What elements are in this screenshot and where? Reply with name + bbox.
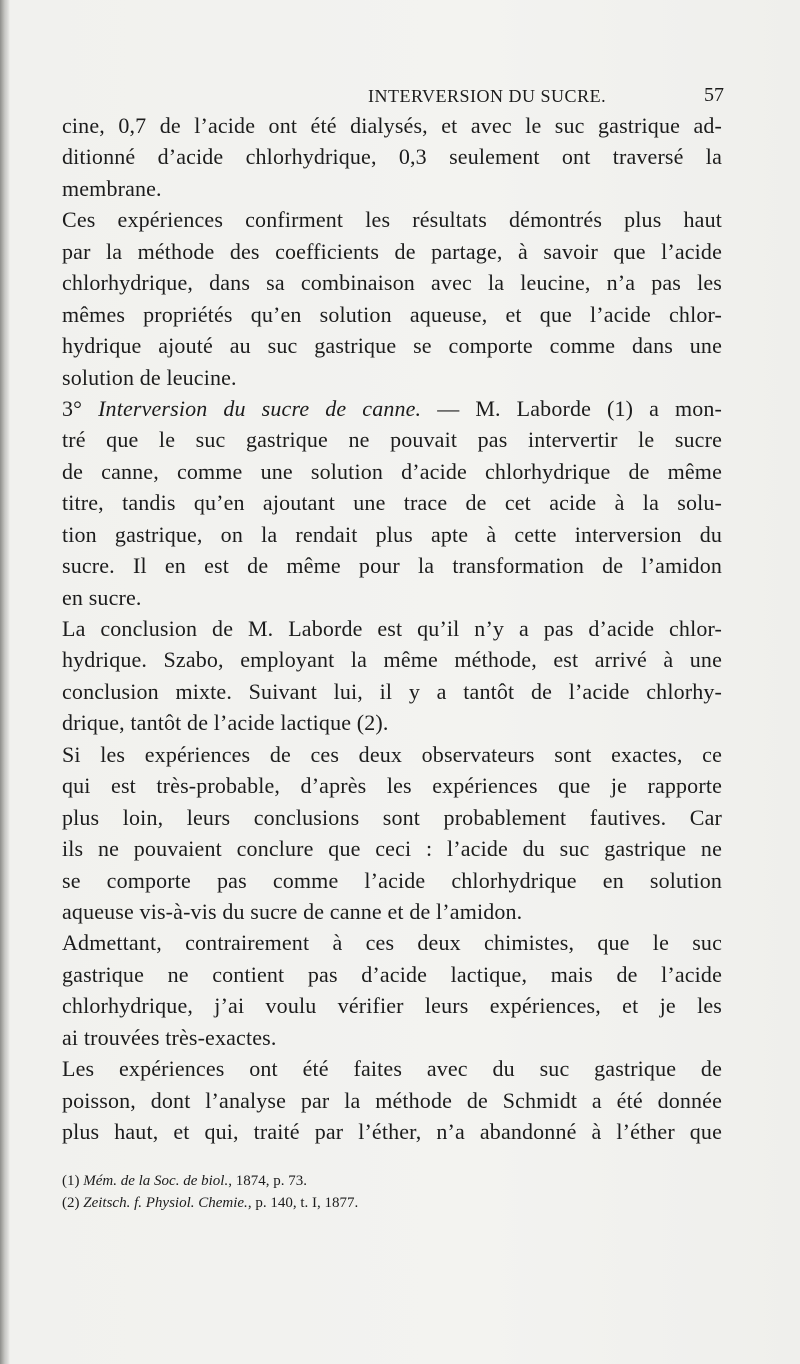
text-line: drique, tantôt de l’acide lactique (2). (62, 710, 389, 736)
text-line: chlorhydrique, j’ai voulu vérifier leurs expériences, et je les (62, 993, 722, 1019)
footnote: (1) Mém. de la Soc. de biol., 1874, p. 73. (62, 1173, 307, 1189)
text-line: tion gastrique, on la rendait plus apte à cette interversion du (62, 521, 722, 547)
footnote-source: Zeitsch. f. Physiol. Chemie. (83, 1195, 248, 1211)
footnote-source: Mém. de la Soc. de biol. (83, 1173, 229, 1189)
text-line: cine, 0,7 de l’acide ont été dialysés, et avec le suc gastrique ad- (62, 113, 722, 138)
text-line: chlorhydrique, dans sa combinaison avec la leucine, n’a pas les (62, 270, 722, 296)
text-line: ai trouvées très-exactes. (62, 1024, 277, 1050)
text-line: ils ne pouvaient conclure que ceci : l’acide du suc gastrique ne (62, 836, 722, 862)
page-binding-shadow (0, 0, 10, 1364)
text-line: solution de leucine. (62, 364, 237, 390)
text-line: hydrique ajouté au suc gastrique se comporte comme dans une (62, 333, 722, 359)
text-line: par la méthode des coefficients de partage, à savoir que l’acide (62, 238, 722, 264)
running-title: INTERVERSION DU SUCRE. (368, 86, 607, 106)
text-line: plus loin, leurs conclusions sont probablement fautives. Car (62, 804, 722, 830)
text-line: se comporte pas comme l’acide chlorhydrique en solution (62, 867, 722, 893)
text-line: mêmes propriétés qu’en solution aqueuse, et que l’acide chlor- (62, 301, 722, 327)
text-line: Si les expériences de ces deux observateurs sont exactes, ce (62, 741, 722, 767)
body-text (62, 110, 722, 1147)
text-line: Ces expériences confirment les résultats démontrés plus haut (62, 207, 722, 233)
text-line: de canne, comme une solution d’acide chlorhydrique de même (62, 458, 722, 484)
text-line: tré que le suc gastrique ne pouvait pas intervertir le sucre (62, 427, 722, 453)
text-line: plus haut, et qui, traité par l’éther, n’a abandonné à l’éther que (62, 1119, 722, 1144)
text-line: en sucre. (62, 584, 142, 610)
text-line: hydrique. Szabo, employant la même méthode, est arrivé à une (62, 647, 722, 673)
text-line: membrane. (62, 175, 162, 201)
page-number: 57 (704, 84, 724, 106)
text-line: ditionné d’acide chlorhydrique, 0,3 seulement ont traversé la (62, 144, 722, 170)
text-line: titre, tandis qu’en ajoutant une trace de cet acide à la solu- (62, 490, 722, 516)
text-line: poisson, dont l’analyse par la méthode de Schmidt a été donnée (62, 1087, 722, 1113)
text-line: gastrique ne contient pas d’acide lactique, mais de l’acide (62, 961, 722, 987)
text-line: qui est très-probable, d’après les expériences que je rapporte (62, 773, 722, 799)
text-line: sucre. Il en est de même pour la transformation de l’amidon (62, 553, 722, 579)
text-line: conclusion mixte. Suivant lui, il y a tantôt de l’acide chlorhy- (62, 678, 722, 704)
section-title: Interversion du sucre de canne. (98, 395, 422, 421)
footnotes (62, 1170, 722, 1214)
text-line: Les expériences ont été faites avec du suc gastrique de (62, 1056, 722, 1082)
section-heading-line: 3° Interversion du sucre de canne. — M. Laborde (1) a mon- (62, 395, 723, 421)
text-line: aqueuse vis-à-vis du sucre de canne et de l’amidon. (62, 898, 523, 924)
text-line: Admettant, contrairement à ces deux chimistes, que le suc (62, 930, 722, 956)
footnote: (2) Zeitsch. f. Physiol. Chemie., p. 140, t. I, 1877. (62, 1195, 359, 1211)
text-line: La conclusion de M. Laborde est qu’il n’y a pas d’acide chlor- (62, 616, 722, 641)
